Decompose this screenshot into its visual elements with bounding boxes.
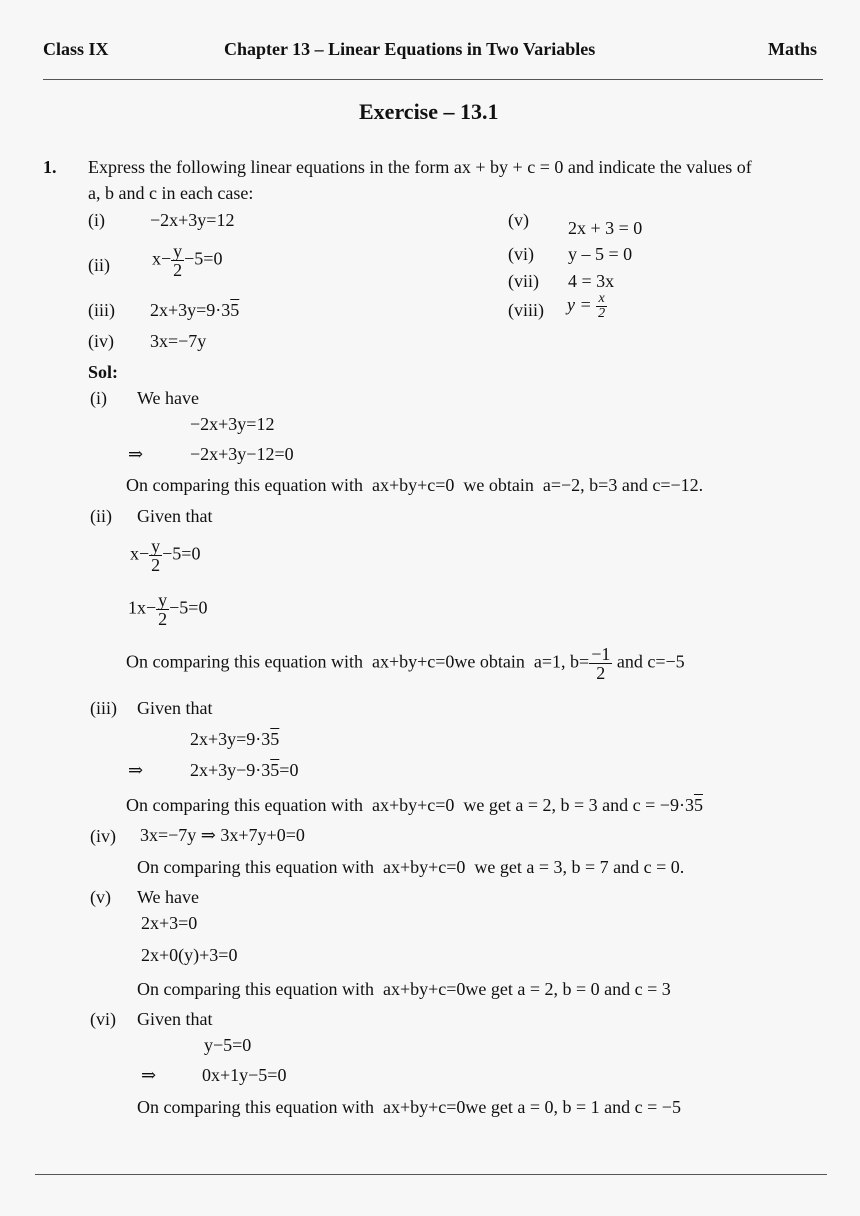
part-i-equation: −2x+3y=12 bbox=[150, 210, 235, 230]
question-number: 1. bbox=[43, 157, 57, 177]
part-ii-equation: x− $\frac{y}{2}$ −5=0 bbox=[152, 241, 223, 280]
question-text-line2: a, b and c in each case: bbox=[88, 183, 254, 203]
sol-v-eq1: 2x+3=0 bbox=[141, 913, 198, 933]
sol-vi-eq2: 0x+1y−5=0 bbox=[202, 1065, 287, 1085]
sol-ii-label: (ii) bbox=[90, 506, 112, 526]
sol-iv-result: On comparing this equation with ax+by+c=0 we get a = 3, b = 7 and c = 0. bbox=[137, 857, 685, 877]
part-v-equation: 2x + 3 = 0 bbox=[568, 218, 643, 238]
sol-iv-label: (iv) bbox=[90, 826, 116, 846]
part-v-label: (v) bbox=[508, 210, 529, 230]
implies-arrow: ⇒ bbox=[128, 760, 144, 780]
sol-i-eq1: −2x+3y=12 bbox=[190, 414, 275, 434]
question-text-line1: Express the following linear equations in the form ax + by + c = 0 and indicate the values of bbox=[88, 157, 752, 177]
sol-v-eq2: 2x+0(y)+3=0 bbox=[141, 945, 238, 965]
sol-iv-eq: 3x=−7y ⇒ 3x+7y+0=0 bbox=[140, 825, 305, 845]
sol-v-result: On comparing this equation with ax+by+c=0we get a = 2, b = 0 and c = 3 bbox=[137, 979, 671, 999]
chapter-title: Chapter 13 – Linear Equations in Two Variables bbox=[224, 39, 596, 59]
part-vii-equation: 4 = 3x bbox=[568, 271, 615, 291]
implies-arrow: ⇒ bbox=[128, 444, 144, 464]
part-iii-equation: 2x+3y=9·35 bbox=[150, 300, 240, 320]
sol-ii-result: On comparing this equation with ax+by+c=0we obtain a=1, b= $\frac{-1}{2}$ and c=−5 bbox=[126, 644, 685, 683]
part-vii-label: (vii) bbox=[508, 271, 539, 291]
subject-label: Maths bbox=[768, 39, 817, 59]
sol-i-result: On comparing this equation with ax+by+c=0 we obtain a=−2, b=3 and c=−12. bbox=[126, 475, 704, 495]
part-iii-label: (iii) bbox=[88, 300, 115, 320]
part-ii-label: (ii) bbox=[88, 255, 110, 275]
sol-ii-intro: Given that bbox=[137, 506, 213, 526]
sol-iii-result: On comparing this equation with ax+by+c=0 we get a = 2, b = 3 and c = −9·35 bbox=[126, 795, 703, 815]
part-viii-equation: y = $\frac{x}{2}$ bbox=[567, 291, 606, 321]
sol-label: Sol: bbox=[88, 362, 119, 382]
class-label: Class IX bbox=[43, 39, 109, 59]
sol-i-intro: We have bbox=[137, 388, 200, 408]
sol-v-intro: We have bbox=[137, 887, 200, 907]
part-iv-equation: 3x=−7y bbox=[150, 331, 207, 351]
footer-rule bbox=[35, 1174, 827, 1175]
sol-i-eq2: −2x+3y−12=0 bbox=[190, 444, 294, 464]
sol-ii-eq1: x− $\frac{y}{2}$ −5=0 bbox=[130, 536, 201, 575]
part-vi-label: (vi) bbox=[508, 244, 534, 264]
header-rule bbox=[43, 79, 823, 80]
sol-ii-eq2: 1x− $\frac{y}{2}$ −5=0 bbox=[128, 590, 208, 629]
part-viii-label: (viii) bbox=[508, 300, 544, 320]
sol-vi-eq1: y−5=0 bbox=[204, 1035, 252, 1055]
implies-arrow: ⇒ bbox=[141, 1065, 157, 1085]
sol-iii-label: (iii) bbox=[90, 698, 117, 718]
sol-vi-intro: Given that bbox=[137, 1009, 213, 1029]
sol-vi-label: (vi) bbox=[90, 1009, 116, 1029]
part-iv-label: (iv) bbox=[88, 331, 114, 351]
sol-iii-eq1: 2x+3y=9·35 bbox=[190, 729, 280, 749]
part-vi-equation: y – 5 = 0 bbox=[568, 244, 633, 264]
sol-i-label: (i) bbox=[90, 388, 107, 408]
exercise-title: Exercise – 13.1 bbox=[359, 99, 499, 124]
sol-iii-intro: Given that bbox=[137, 698, 213, 718]
sol-vi-result: On comparing this equation with ax+by+c=0we get a = 0, b = 1 and c = −5 bbox=[137, 1097, 681, 1117]
sol-iii-eq2: 2x+3y−9·35=0 bbox=[190, 760, 299, 780]
part-i-label: (i) bbox=[88, 210, 105, 230]
sol-v-label: (v) bbox=[90, 887, 111, 907]
